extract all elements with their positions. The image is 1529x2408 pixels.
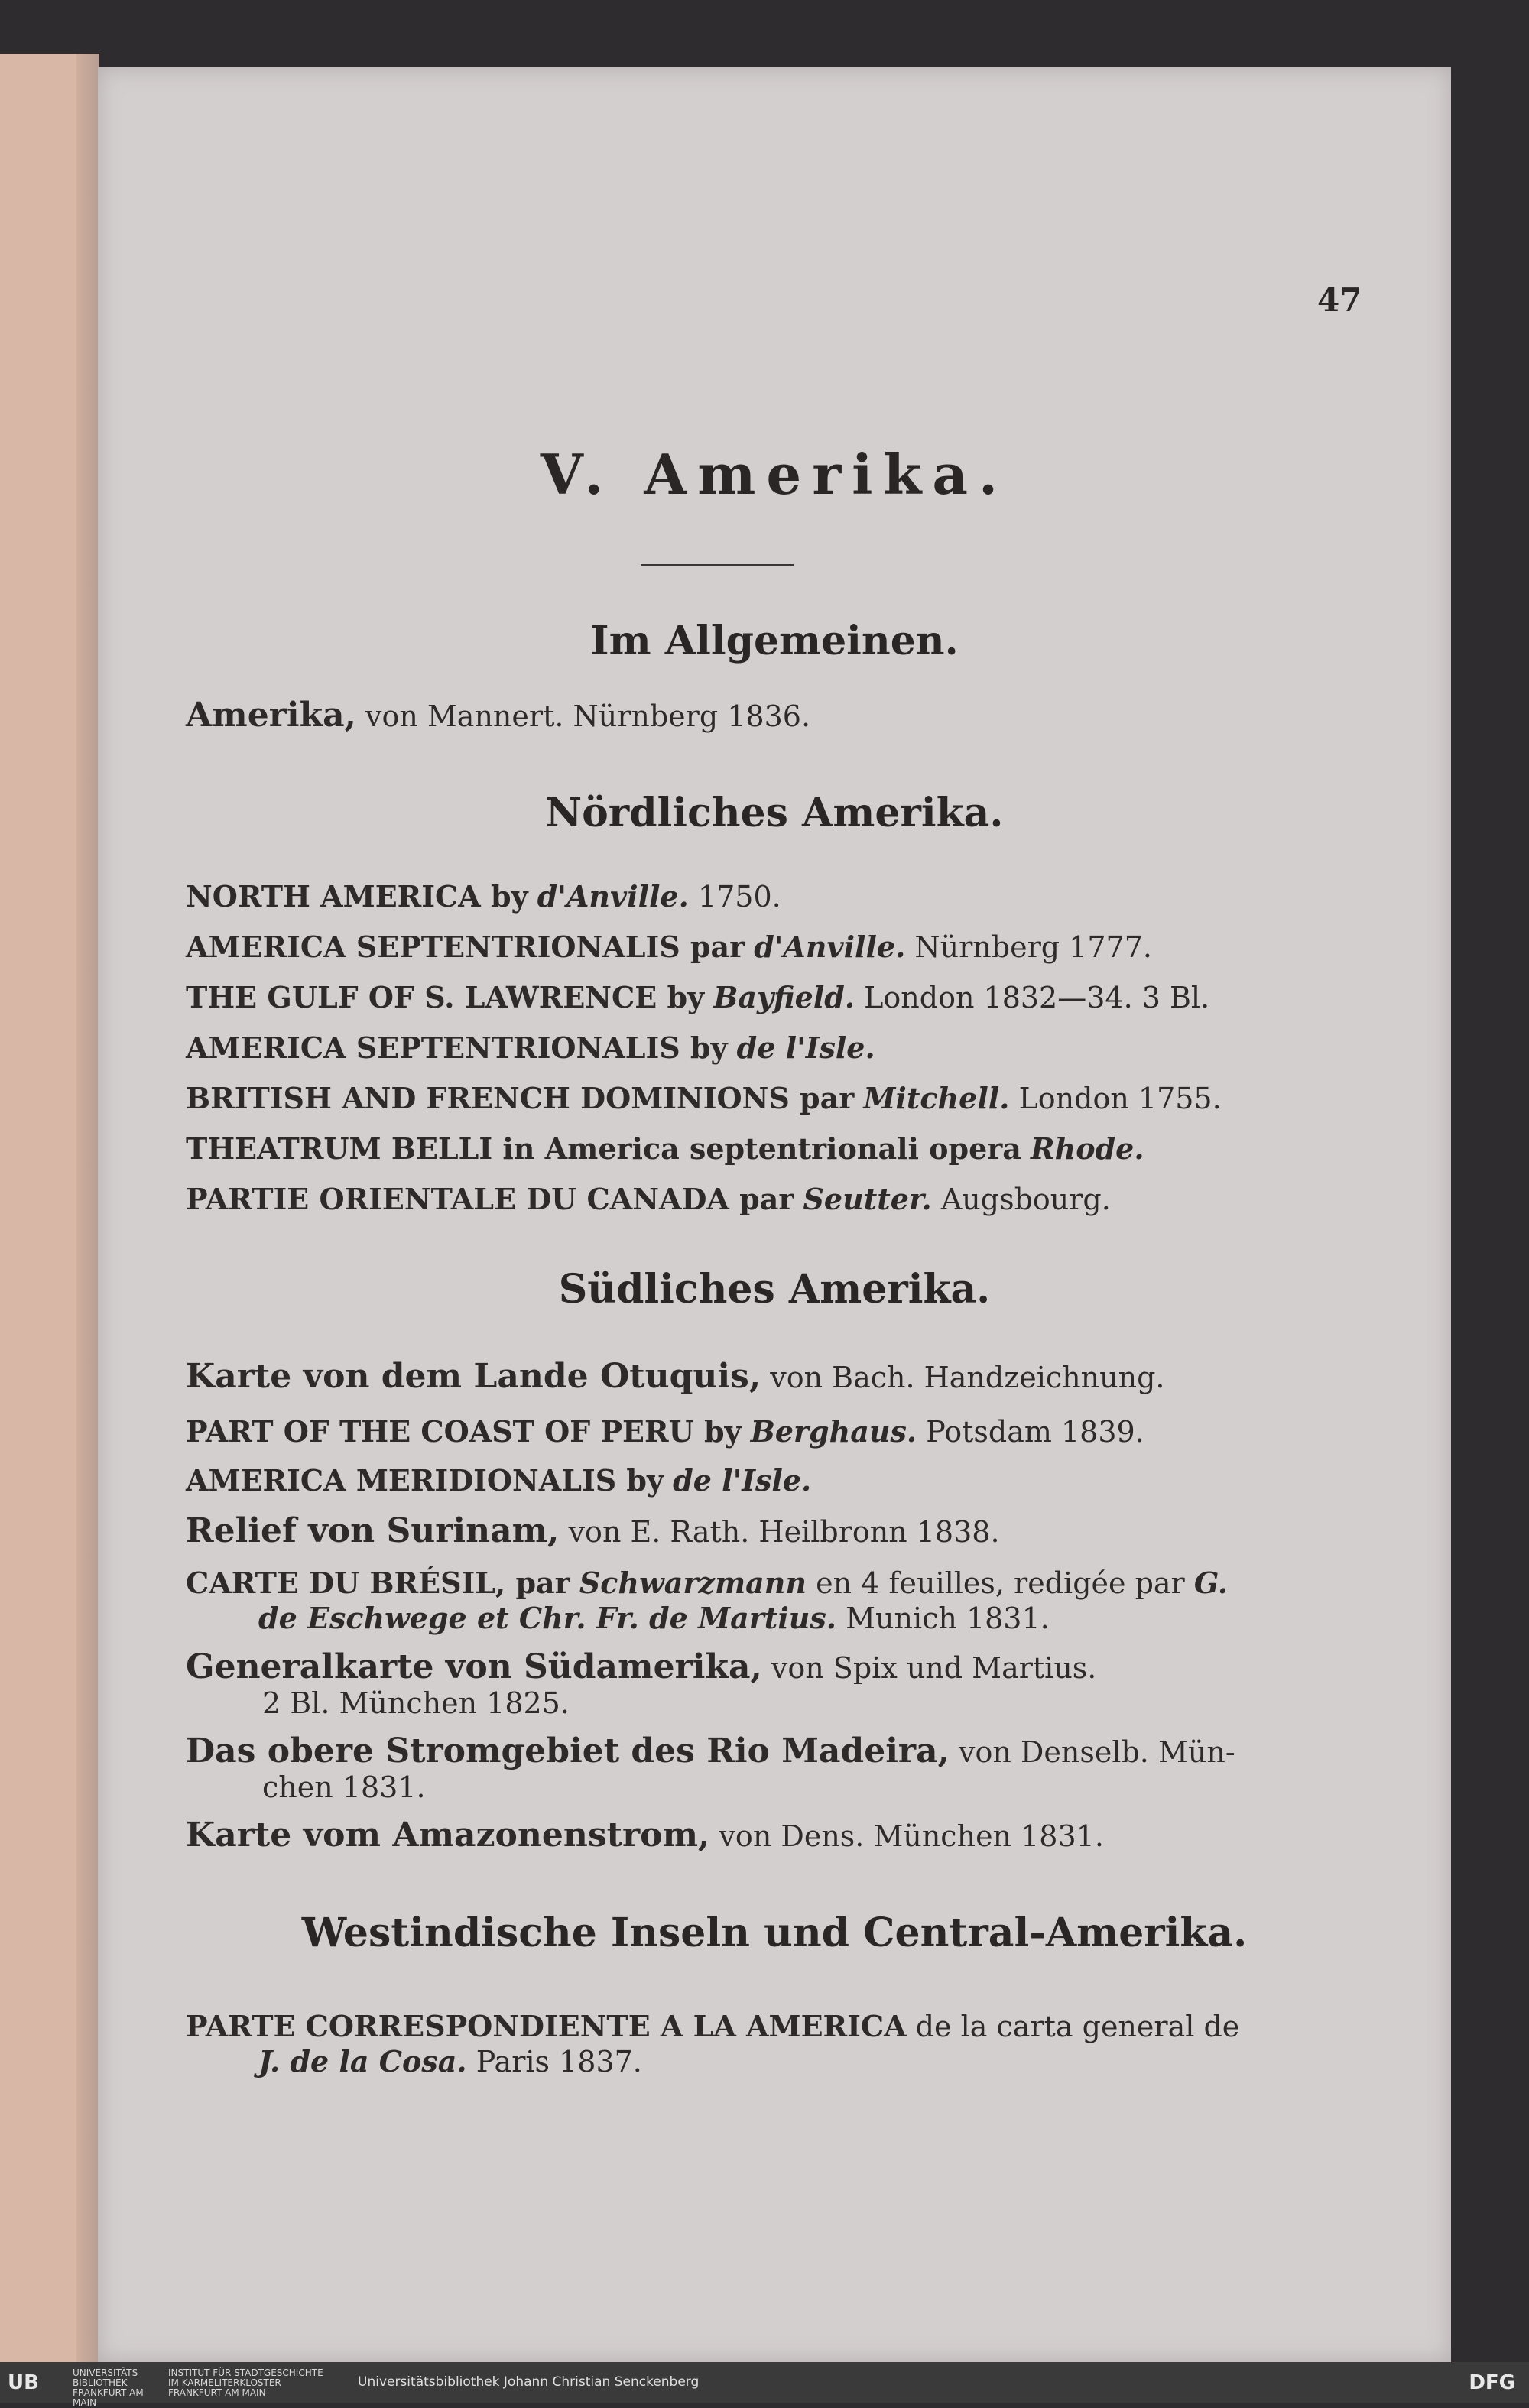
viewer-footer [0,2362,1529,2408]
book-page [98,67,1451,2362]
entry: PARTE CORRESPONDIENTE A LA AMERICA de la carta general de J. de la Cosa. Paris 1837. [186,2009,1240,2079]
entry: BRITISH AND FRENCH DOMINIONS par Mitchell. London 1755. [186,1081,1222,1115]
entry: Relief von Surinam, von E. Rath. Heilbronn 1838. [186,1511,1000,1550]
section-heading-allgemeinen: Im Allgemeinen. [590,618,959,664]
section-heading-westindische: Westindische Inseln und Central-Amerika. [301,1910,1248,1956]
entry: AMERICA MERIDIONALIS by de l'Isle. [186,1463,812,1498]
entry: CARTE DU BRÉSIL, par Schwarzmann en 4 feuilles, redigée par G. de Eschwege et Chr. Fr. de Martius. Munich 1831. [186,1566,1229,1635]
page-gutter [76,54,99,2362]
entry: AMERICA SEPTENTRIONALIS by de l'Isle. [186,1030,875,1065]
section-heading-noerdliches: Nördliches Amerika. [545,790,1004,836]
ub-logo[interactable]: UB [8,2371,39,2394]
institute-logo[interactable]: INSTITUT FÜR STADTGESCHICHTE IM KARMELITERKLOSTER FRANKFURT AM MAIN [168,2367,323,2398]
section-heading-suedliches: Südliches Amerika. [558,1266,991,1313]
dfg-logo[interactable]: DFG [1469,2371,1515,2394]
entry: PART OF THE COAST OF PERU by Berghaus. Potsdam 1839. [186,1414,1144,1449]
entry: THEATRUM BELLI in America septentrionali opera Rhode. [186,1131,1144,1166]
entry: Karte von dem Lande Otuquis, von Bach. Handzeichnung. [186,1357,1165,1396]
entry: PARTIE ORIENTALE DU CANADA par Seutter. Augsbourg. [186,1182,1111,1216]
entry: Das obere Stromgebiet des Rio Madeira, von Denselb. Mün- chen 1831. [186,1731,1235,1804]
page-number: 47 [1317,281,1362,319]
entry: Generalkarte von Südamerika, von Spix und Martius. 2 Bl. München 1825. [186,1647,1097,1720]
entry: AMERICA SEPTENTRIONALIS par d'Anville. Nürnberg 1777. [186,930,1152,964]
chapter-title: V. Amerika. [540,442,1009,507]
entry: THE GULF OF S. LAWRENCE by Bayfield. London 1832—34. 3 Bl. [186,980,1210,1014]
entry: Karte vom Amazonenstrom, von Dens. München 1831. [186,1816,1104,1855]
entry: Amerika, von Mannert. Nürnberg 1836. [186,696,811,735]
ub-logo-subtitle: UNIVERSITÄTS BIBLIOTHEK FRANKFURT AM MAIN [73,2367,144,2408]
entry: NORTH AMERICA by d'Anville. 1750. [186,879,781,914]
title-rule [641,564,794,566]
library-name: Universitätsbibliothek Johann Christian Senckenberg [358,2374,700,2390]
